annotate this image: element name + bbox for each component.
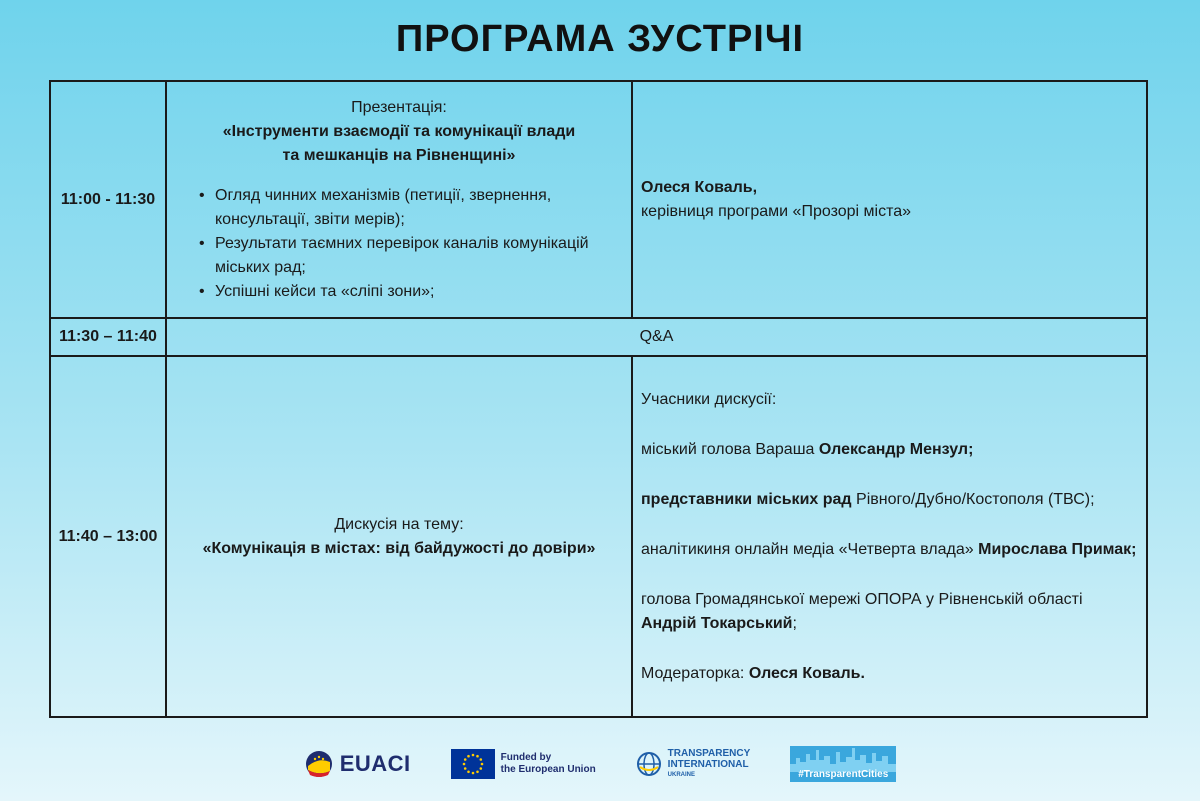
transparent-cities-logo <box>790 746 896 782</box>
participant-1 <box>641 438 1138 462</box>
participants-label: Учасники дискусії: <box>641 390 777 408</box>
euaci-logo <box>304 749 411 779</box>
moderator-label: Модераторка: <box>641 664 749 682</box>
punctuation: ; <box>792 614 797 632</box>
participant-role: голова Громадянської мережі ОПОРА у Рівненській області <box>641 590 1083 608</box>
time-cell: 11:40 – 13:00 <box>50 356 166 717</box>
participant-role: Рівного/Дубно/Костополя (ТВС); <box>851 490 1095 508</box>
eu-funded-text <box>501 752 596 776</box>
partner-logos <box>0 742 1200 786</box>
ti-line-2: INTERNATIONAL <box>667 758 749 770</box>
speaker-cell <box>632 81 1147 318</box>
speaker-name: Олеся Коваль, <box>641 178 758 196</box>
session-bullets <box>181 184 617 304</box>
session-heading-line-2: та мешканців на Рівненщині» <box>282 146 516 164</box>
speaker-role: керівниця програми «Прозорі міста» <box>641 202 912 220</box>
session-heading: «Комунікація в містах: від байдужості до довіри» <box>202 539 596 557</box>
eu-funded-logo <box>451 749 596 779</box>
participant-name: Олександр Мензул; <box>818 440 974 458</box>
moderator <box>641 662 1138 686</box>
ti-text <box>668 748 751 781</box>
agenda-table <box>49 80 1148 718</box>
participant-role: аналітикиня онлайн медіа «Четверта влада» <box>641 540 979 558</box>
session-heading-line-1: «Інструменти взаємодії та комунікації влади <box>222 122 576 140</box>
session-type: Презентація: <box>351 98 447 116</box>
ti-line-1: TRANSPARENCY <box>667 747 751 759</box>
participant-name: представники міських рад <box>641 490 852 508</box>
session-cell <box>166 81 632 318</box>
participants-cell <box>632 356 1147 717</box>
session-cell <box>166 356 632 717</box>
participant-name: Мирослава Примак; <box>978 540 1137 558</box>
eu-line-1: Funded by <box>500 752 552 763</box>
time-cell: 11:30 – 11:40 <box>50 318 166 356</box>
participant-2 <box>641 488 1138 512</box>
table-row <box>50 356 1147 717</box>
euaci-emblem-icon <box>304 749 334 779</box>
eu-flag-icon <box>451 749 495 779</box>
transparent-cities-text: #TransparentCities <box>798 769 889 780</box>
participant-role: міський голова Вараша <box>641 440 819 458</box>
moderator-name: Олеся Коваль. <box>748 664 865 682</box>
list-item: • Огляд чинних механізмів (петиції, звернення, консультації, звіти мерів); <box>215 184 617 232</box>
transparency-international-logo <box>636 748 751 781</box>
ti-globe-icon <box>636 751 662 777</box>
euaci-wordmark: EUACI <box>339 751 411 776</box>
list-item: • Результати таємних перевірок каналів комунікацій міських рад; <box>215 232 617 280</box>
list-item: • Успішні кейси та «сліпі зони»; <box>215 280 617 304</box>
eu-line-2: the European Union <box>500 764 596 775</box>
ti-line-3: UKRAINE <box>667 771 696 778</box>
participant-name: Андрій Токарський <box>641 614 793 632</box>
time-cell: 11:00 - 11:30 <box>50 81 166 318</box>
participant-4 <box>641 588 1138 636</box>
participant-3 <box>641 538 1138 562</box>
session-type: Дискусія на тему: <box>334 515 464 533</box>
table-row <box>50 81 1147 318</box>
table-row <box>50 318 1147 356</box>
qa-cell: Q&A <box>166 318 1147 356</box>
page-title: ПРОГРАМА ЗУСТРІЧІ <box>395 18 805 60</box>
